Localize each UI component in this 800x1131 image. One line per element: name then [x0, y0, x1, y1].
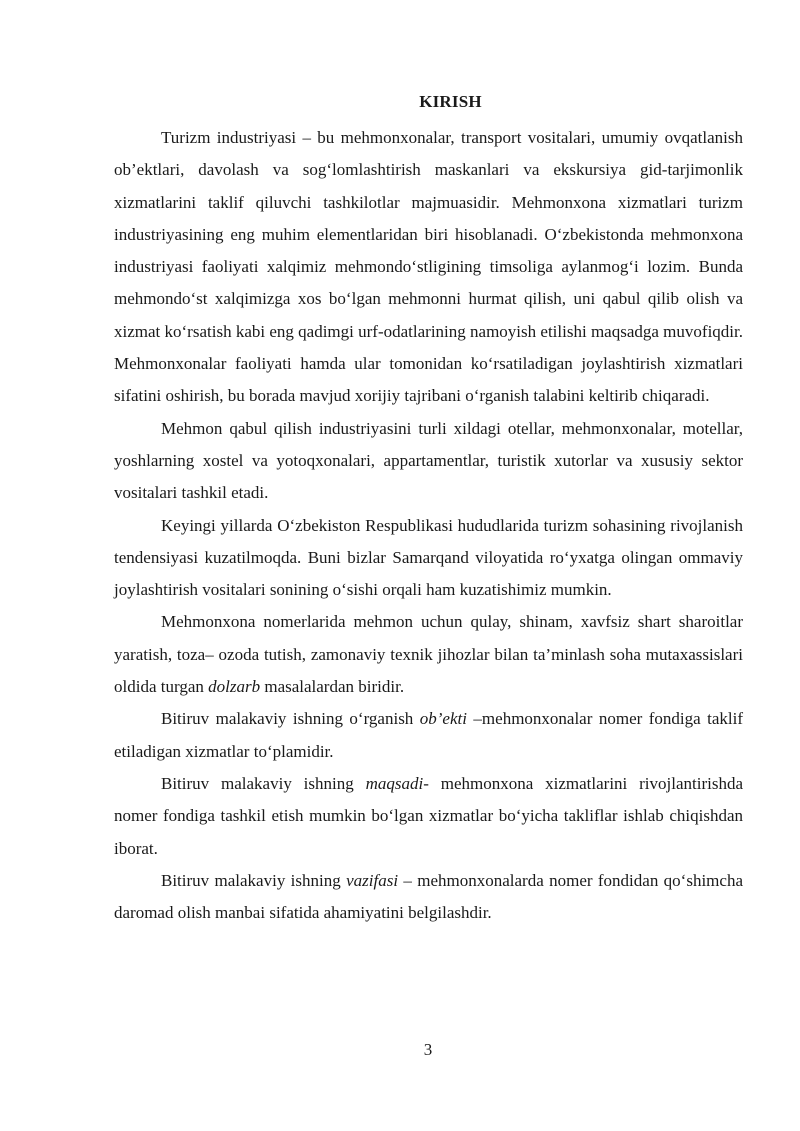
paragraph-6-text-end: - mehmonxona xizmatlarini rivojlantirishda nomer fondiga tashkil etish mumkin bo‘lgan xizmatlar bo‘yicha takliflar ishlab chiqishdan iborat. [114, 773, 743, 858]
paragraph-7 [114, 865, 743, 930]
paragraph-3: Keyingi yillarda O‘zbekiston Respublikasi hududlarida turizm sohasining rivojlanish tendensiyasi kuzatilmoqda. Buni bizlar Samarqand viloyatida ro‘yxatga olingan ommaviy joylashtirish vositalari sonining o‘sishi orqali ham kuzatishimiz mumkin. [114, 515, 743, 600]
paragraph-1: Turizm industriyasi – bu mehmonxonalar, transport vositalari, umumiy ovqatlanish ob’ektlari, davolash va sog‘lomlashtirish maskanlari va ekskursiya gid-tarjimonlik xizmatlarini taklif qiluvchi tashkilotlar majmuasidir. Mehmonxona xizmatlari turizm industriyasining eng muhim elementlaridan biri hisoblanadi. O‘zbekistonda mehmonxona industriyasi faoliyati xalqimiz mehmondo‘stligining timsoliga aylanmog‘i lozim. Bunda mehmondo‘st xalqimizga xos bo‘lgan mehmonni hurmat qilish, uni qabul qilib olish va xizmat ko‘rsatish kabi eng qadimgi urf-odatlarining namoyish etilishi maqsadga muvofiqdir. Mehmonxonalar faoliyati hamda ular tomonidan ko‘rsatiladigan joylashtirish xizmatlari sifatini oshirish, bu borada mavjud xorijiy tajribani o‘rganish talabini keltirib chiqaradi. [114, 128, 743, 406]
paragraph-4-text-end: masalalardan biridir. [260, 677, 405, 697]
paragraph-7-emphasis: vazifasi [346, 870, 399, 890]
paragraph-5-emphasis: ob’ekti [419, 709, 467, 729]
section-title: KIRISH [419, 92, 482, 111]
paragraph-6-emphasis: maqsadi [365, 773, 424, 793]
document-page [114, 90, 743, 929]
paragraph-7-text-end: – mehmonxonalarda nomer fondidan qo‘shimcha daromad olish manbai sifatida ahamiyatini belgilashdir. [114, 870, 743, 923]
paragraph-4-text-start: Mehmonxona nomerlarida mehmon uchun qulay, shinam, xavfsiz shart sharoitlar yaratish, toza– ozoda tutish, zamonaviy texnik jihozlar bilan ta’minlash soha mutaxassislari oldida turgan [114, 612, 743, 697]
paragraph-2: Mehmon qabul qilish industriyasini turli xildagi otellar, mehmonxonalar, motellar, yoshlarning xostel va yotoqxonalari, appartamentlar, turistik xutorlar va xususiy sektor vositalari tashkil etadi. [114, 418, 743, 503]
paragraph-5-text-end: –mehmonxonalar nomer fondiga taklif etiladigan xizmatlar to‘plamidir. [114, 709, 743, 761]
paragraph-7-text-start: Bitiruv malakaviy ishning [161, 870, 347, 890]
page-number: 3 [423, 1040, 433, 1059]
paragraph-6-text-start: Bitiruv malakaviy ishning [161, 773, 366, 793]
paragraph-4-emphasis: dolzarb [208, 677, 261, 697]
paragraph-5-text-start: Bitiruv malakaviy ishning o‘rganish [161, 709, 420, 729]
paragraph-6 [114, 768, 743, 865]
paragraph-5 [114, 703, 743, 768]
paragraph-4 [114, 606, 743, 703]
